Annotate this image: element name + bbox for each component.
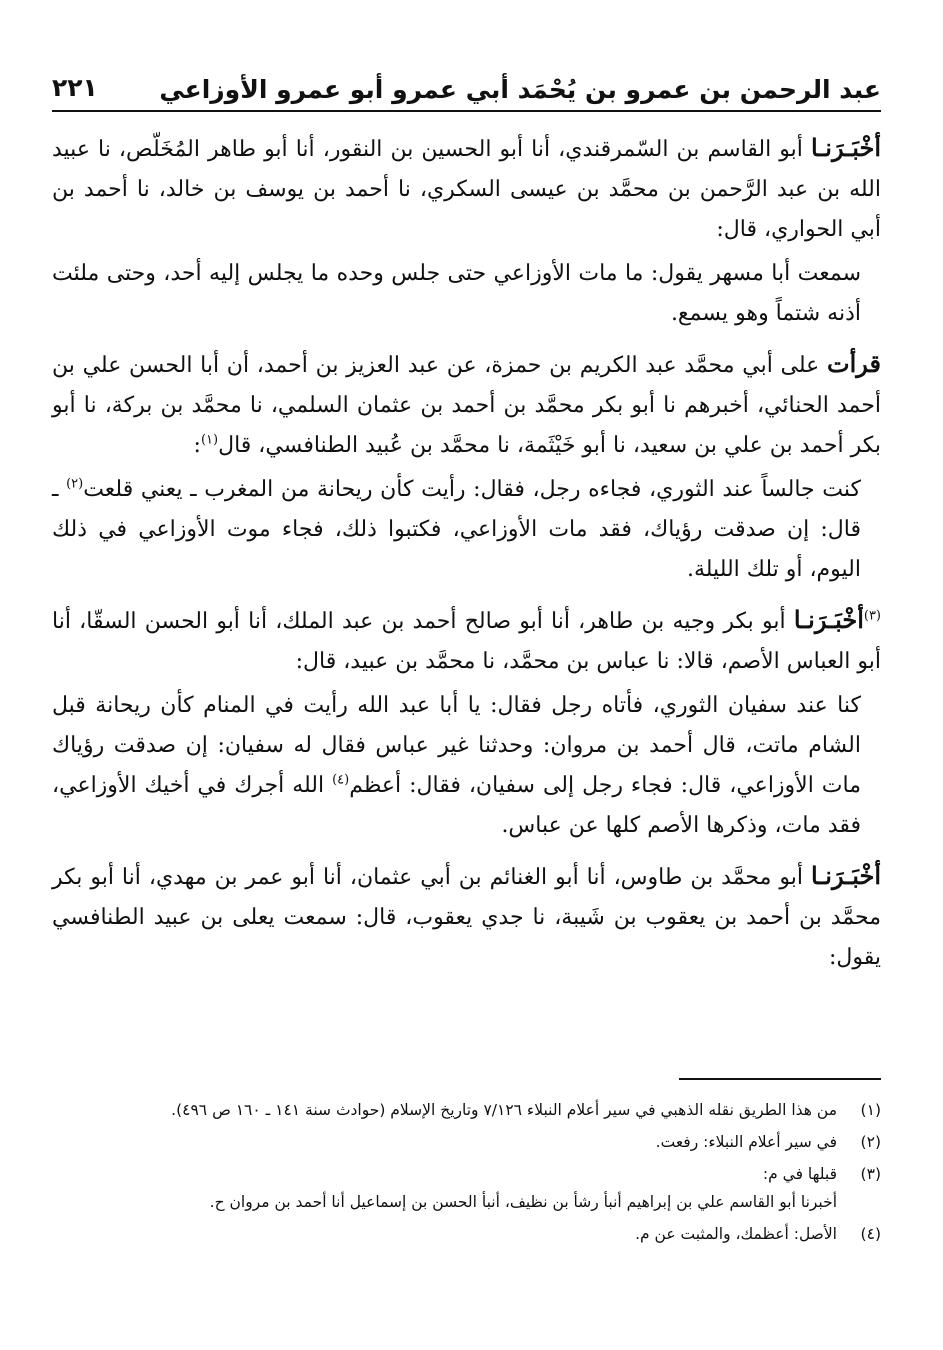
footnote-item [52, 1096, 881, 1124]
paragraph-text: سمعت أبا مسهر يقول: ما مات الأوزاعي حتى جلس وحده ما يجلس إليه أحد، وحتى ملئت أذنه شتماً وهو يسمع. [52, 261, 861, 326]
paragraph-2 [52, 254, 881, 334]
paragraph-3 [52, 344, 881, 466]
page-header [52, 58, 881, 112]
footnote-number: (٤) [860, 1225, 881, 1243]
footnote-number: (٢) [860, 1133, 881, 1151]
paragraph-text: كنت جالساً عند الثوري، فجاءه رجل، فقال: رأيت كأن ريحانة من المغرب ـ يعني قلعت [83, 477, 861, 502]
paragraph-1 [52, 128, 881, 250]
paragraph-lead: أخْبَـرَنـا [793, 605, 864, 634]
footnote-divider [679, 1078, 881, 1080]
footnote-ref: (٣) [863, 608, 881, 624]
footnote-text: قبلها في م: [762, 1165, 837, 1183]
paragraph-text: أبو بكر وجيه بن طاهر، أنا أبو صالح أحمد بن عبد الملك، أنا أبو الحسن السقّا، أنا أبو العباس الأصم، قالا: نا عباس بن محمَّد، نا محمَّد بن عبيد، قال: [52, 609, 881, 674]
paragraph-7 [52, 856, 881, 978]
footnote-number: (١) [860, 1101, 881, 1119]
paragraph-5 [52, 600, 881, 682]
running-title: عبد الرحمن بن عمرو بن يُحْمَد أبي عمرو أبو عمرو الأوزاعي [159, 75, 881, 104]
footnote-item [52, 1128, 881, 1156]
paragraph-text: على أبي محمَّد عبد الكريم بن حمزة، عن عبد العزيز بن أحمد، أن أبا الحسن علي بن أحمد الحنائي، أخبرهم نا أبو بكر محمَّد بن أحمد بن عثمان السلمي، نا محمَّد بن بركة، نا أبو بكر أحمد بن علي بن سعيد، نا أبو خَيْثَمة، نا محمَّد بن عُبيد الطنافسي، قال [52, 353, 881, 458]
footnote-ref: (٢) [66, 476, 84, 492]
paragraph-text: أبو القاسم بن السّمرقندي، أنا أبو الحسين بن النقور، أنا أبو طاهر المُخَلّص، نا عبيد الله بن عبد الرَّحمن بن محمَّد بن عيسى السكري، نا أحمد بن يوسف بن خالد، نا أحمد بن أبي الحواري، قال: [52, 137, 881, 242]
page-number: ٢٢١ [52, 73, 98, 102]
footnote-number: (٣) [860, 1165, 881, 1183]
footnote-text: من هذا الطريق نقله الذهبي في سير أعلام النبلاء ٧/١٢٦ وتاريخ الإسلام (حوادث سنة ١٤١ ـ ١٦٠ ص ٤٩٦). [171, 1101, 837, 1119]
paragraph-text: كنا عند سفيان الثوري، فأتاه رجل فقال: يا أبا عبد الله رأيت في المنام كأن ريحانة قبل الشام ماتت، قال أحمد بن مروان: وحدثنا غير عباس فقال له سفيان: إن صدقت رؤياك مات الأوزاعي، قال: فجاء رجل إلى سفيان، فقال: أعظم [52, 693, 862, 798]
paragraph-6 [52, 686, 881, 846]
footnote-ref: (٤) [332, 772, 350, 788]
footnote-text: أخبرنا أبو القاسم علي بن إبراهيم أنبأ رشأ بن نظيف، أنبأ الحسن بن إسماعيل أنا أحمد بن مروان ح. [209, 1193, 837, 1211]
footnote-item [52, 1220, 881, 1248]
main-text [52, 128, 881, 982]
footnote-text: في سير أعلام النبلاء: رفعت. [655, 1133, 837, 1151]
footnote-item [52, 1160, 881, 1216]
paragraph-4 [52, 470, 881, 590]
footnotes [52, 1096, 881, 1252]
paragraph-text-end: ـ قال: إن صدقت رؤياك، فقد مات الأوزاعي، فكتبوا ذلك، فجاء موت الأوزاعي في ذلك اليوم، أو تلك الليلة. [52, 477, 861, 582]
paragraph-lead: قرأت [827, 349, 881, 378]
paragraph-text: أبو محمَّد بن طاوس، أنا أبو الغنائم بن أبي عثمان، أنا أبو عمر بن مهدي، أنا أبو بكر محمَّد بن أحمد بن يعقوب بن شَيبة، نا جدي يعقوب، قال: سمعت يعلى بن عبيد الطنافسي يقول: [52, 865, 881, 970]
paragraph-text-end: : [193, 433, 201, 458]
paragraph-text-end: الله أجرك في أخيك الأوزاعي، فقد مات، وذكرها الأصم كلها عن عباس. [52, 773, 861, 838]
footnote-text: الأصل: أعظمك، والمثبت عن م. [635, 1225, 837, 1243]
paragraph-lead: أخْبَـرَنـا [810, 133, 881, 162]
footnote-ref: (١) [200, 432, 219, 448]
paragraph-lead: أخْبَـرَنـا [810, 861, 881, 890]
